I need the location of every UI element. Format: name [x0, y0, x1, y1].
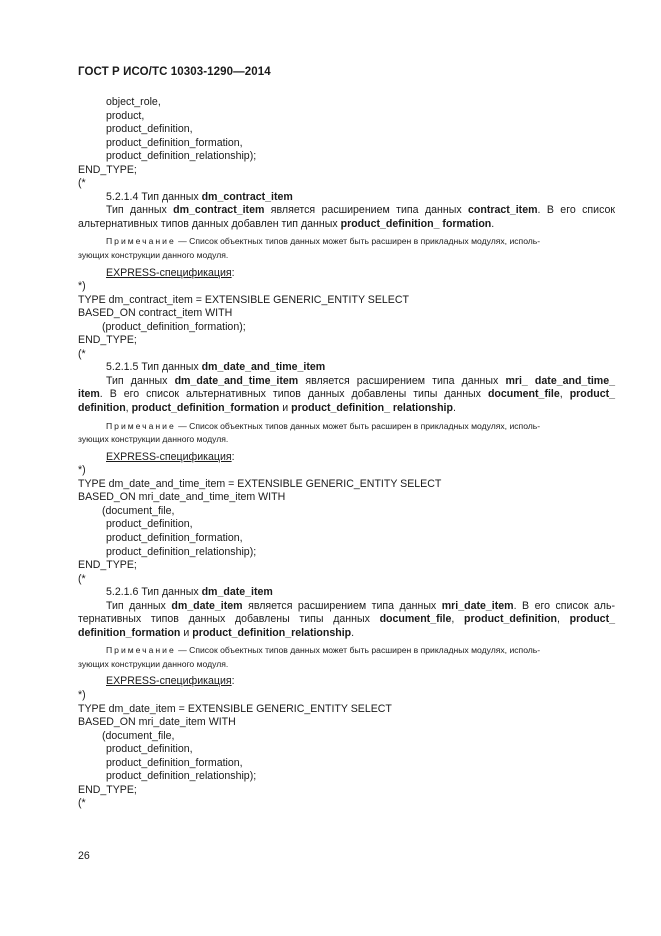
page-number: 26 [78, 850, 90, 862]
paragraph-line: Тип данных dm_contract_item является расширением типа данных contract_item. В его список [106, 204, 616, 217]
code-line: product_definition, [106, 518, 193, 531]
code-line: product_definition_relationship); [106, 770, 257, 783]
note-label: Примечание [106, 420, 176, 431]
code-line: product_definition_formation, [106, 756, 243, 769]
paragraph-line: definition_formation и product_definition_relationship. [78, 626, 355, 639]
note-line: Примечание — Список объектных типов данных может быть расширен в прикладных модулях, исполь- [106, 236, 541, 247]
code-line: *) [78, 464, 86, 477]
code-line: (document_file, [102, 504, 175, 517]
note-line: зующих конструкции данного модуля. [78, 250, 229, 261]
code-line: TYPE dm_date_and_time_item = EXTENSIBLE GENERIC_ENTITY SELECT [78, 477, 442, 490]
paragraph-line: Тип данных dm_date_and_time_item является расширением типа данных mri_ date_and_time_ [106, 374, 615, 387]
express-label: EXPRESS-спецификация: [106, 675, 235, 688]
paragraph-line: definition, product_definition_formation и product_definition_ relationship. [78, 402, 456, 415]
note-label: Примечание [106, 645, 176, 656]
code-line: product_definition, [106, 743, 193, 756]
code-line: product_definition_formation, [106, 136, 243, 149]
note-line: Примечание — Список объектных типов данных может быть расширен в прикладных модулях, исполь- [106, 645, 541, 656]
document-body [0, 96, 661, 811]
code-line: *) [78, 688, 86, 701]
code-line: *) [78, 280, 86, 293]
express-label: EXPRESS-спецификация: [106, 450, 235, 463]
express-label: EXPRESS-спецификация: [106, 266, 235, 279]
code-line: END_TYPE; [78, 559, 137, 572]
code-line: END_TYPE; [78, 334, 137, 347]
code-line: product_definition_relationship); [106, 150, 257, 163]
code-line: (document_file, [102, 729, 175, 742]
paragraph-line: item. В его список альтернативных типов данных добавлены типы данных document_file, product_ [78, 388, 616, 401]
code-line: END_TYPE; [78, 163, 137, 176]
paragraph-line: тернативных типов данных добавлены типы данных document_file, product_definition, product_ [78, 613, 615, 626]
code-line: (* [78, 177, 86, 190]
code-line: product_definition, [106, 123, 193, 136]
code-line: TYPE dm_contract_item = EXTENSIBLE GENERIC_ENTITY SELECT [78, 293, 409, 306]
code-line: BASED_ON mri_date_and_time_item WITH [78, 491, 286, 504]
paragraph-line: Тип данных dm_date_item является расширением типа данных mri_date_item. В его список аль- [106, 599, 615, 612]
note-line: зующих конструкции данного модуля. [78, 658, 229, 669]
code-line: (* [78, 572, 86, 585]
paragraph-line: альтернативных типов данных добавлен тип данных product_definition_ formation. [78, 217, 495, 230]
section-heading-5-2-1-5: 5.2.1.5 Тип данных dm_date_and_time_item [106, 361, 326, 374]
code-line: object_role, [106, 96, 161, 108]
code-line: (* [78, 347, 86, 360]
code-line: END_TYPE; [78, 783, 137, 796]
section-heading-5-2-1-6: 5.2.1.6 Тип данных dm_date_item [106, 586, 273, 599]
code-line: (product_definition_formation); [102, 320, 246, 333]
code-line: product, [106, 109, 145, 122]
code-line: BASED_ON mri_date_item WITH [78, 716, 236, 729]
note-line: Примечание — Список объектных типов данных может быть расширен в прикладных модулях, исполь- [106, 420, 541, 431]
code-line: TYPE dm_date_item = EXTENSIBLE GENERIC_ENTITY SELECT [78, 702, 392, 715]
section-heading-5-2-1-4: 5.2.1.4 Тип данных dm_contract_item [106, 190, 293, 203]
note-line: зующих конструкции данного модуля. [78, 434, 229, 445]
code-line: (* [78, 797, 86, 810]
note-label: Примечание [106, 236, 176, 247]
code-line: BASED_ON contract_item WITH [78, 307, 233, 320]
code-line: product_definition_formation, [106, 531, 243, 544]
code-line: product_definition_relationship); [106, 545, 257, 558]
document-header: ГОСТ Р ИСО/ТС 10303-1290—2014 [78, 66, 271, 78]
